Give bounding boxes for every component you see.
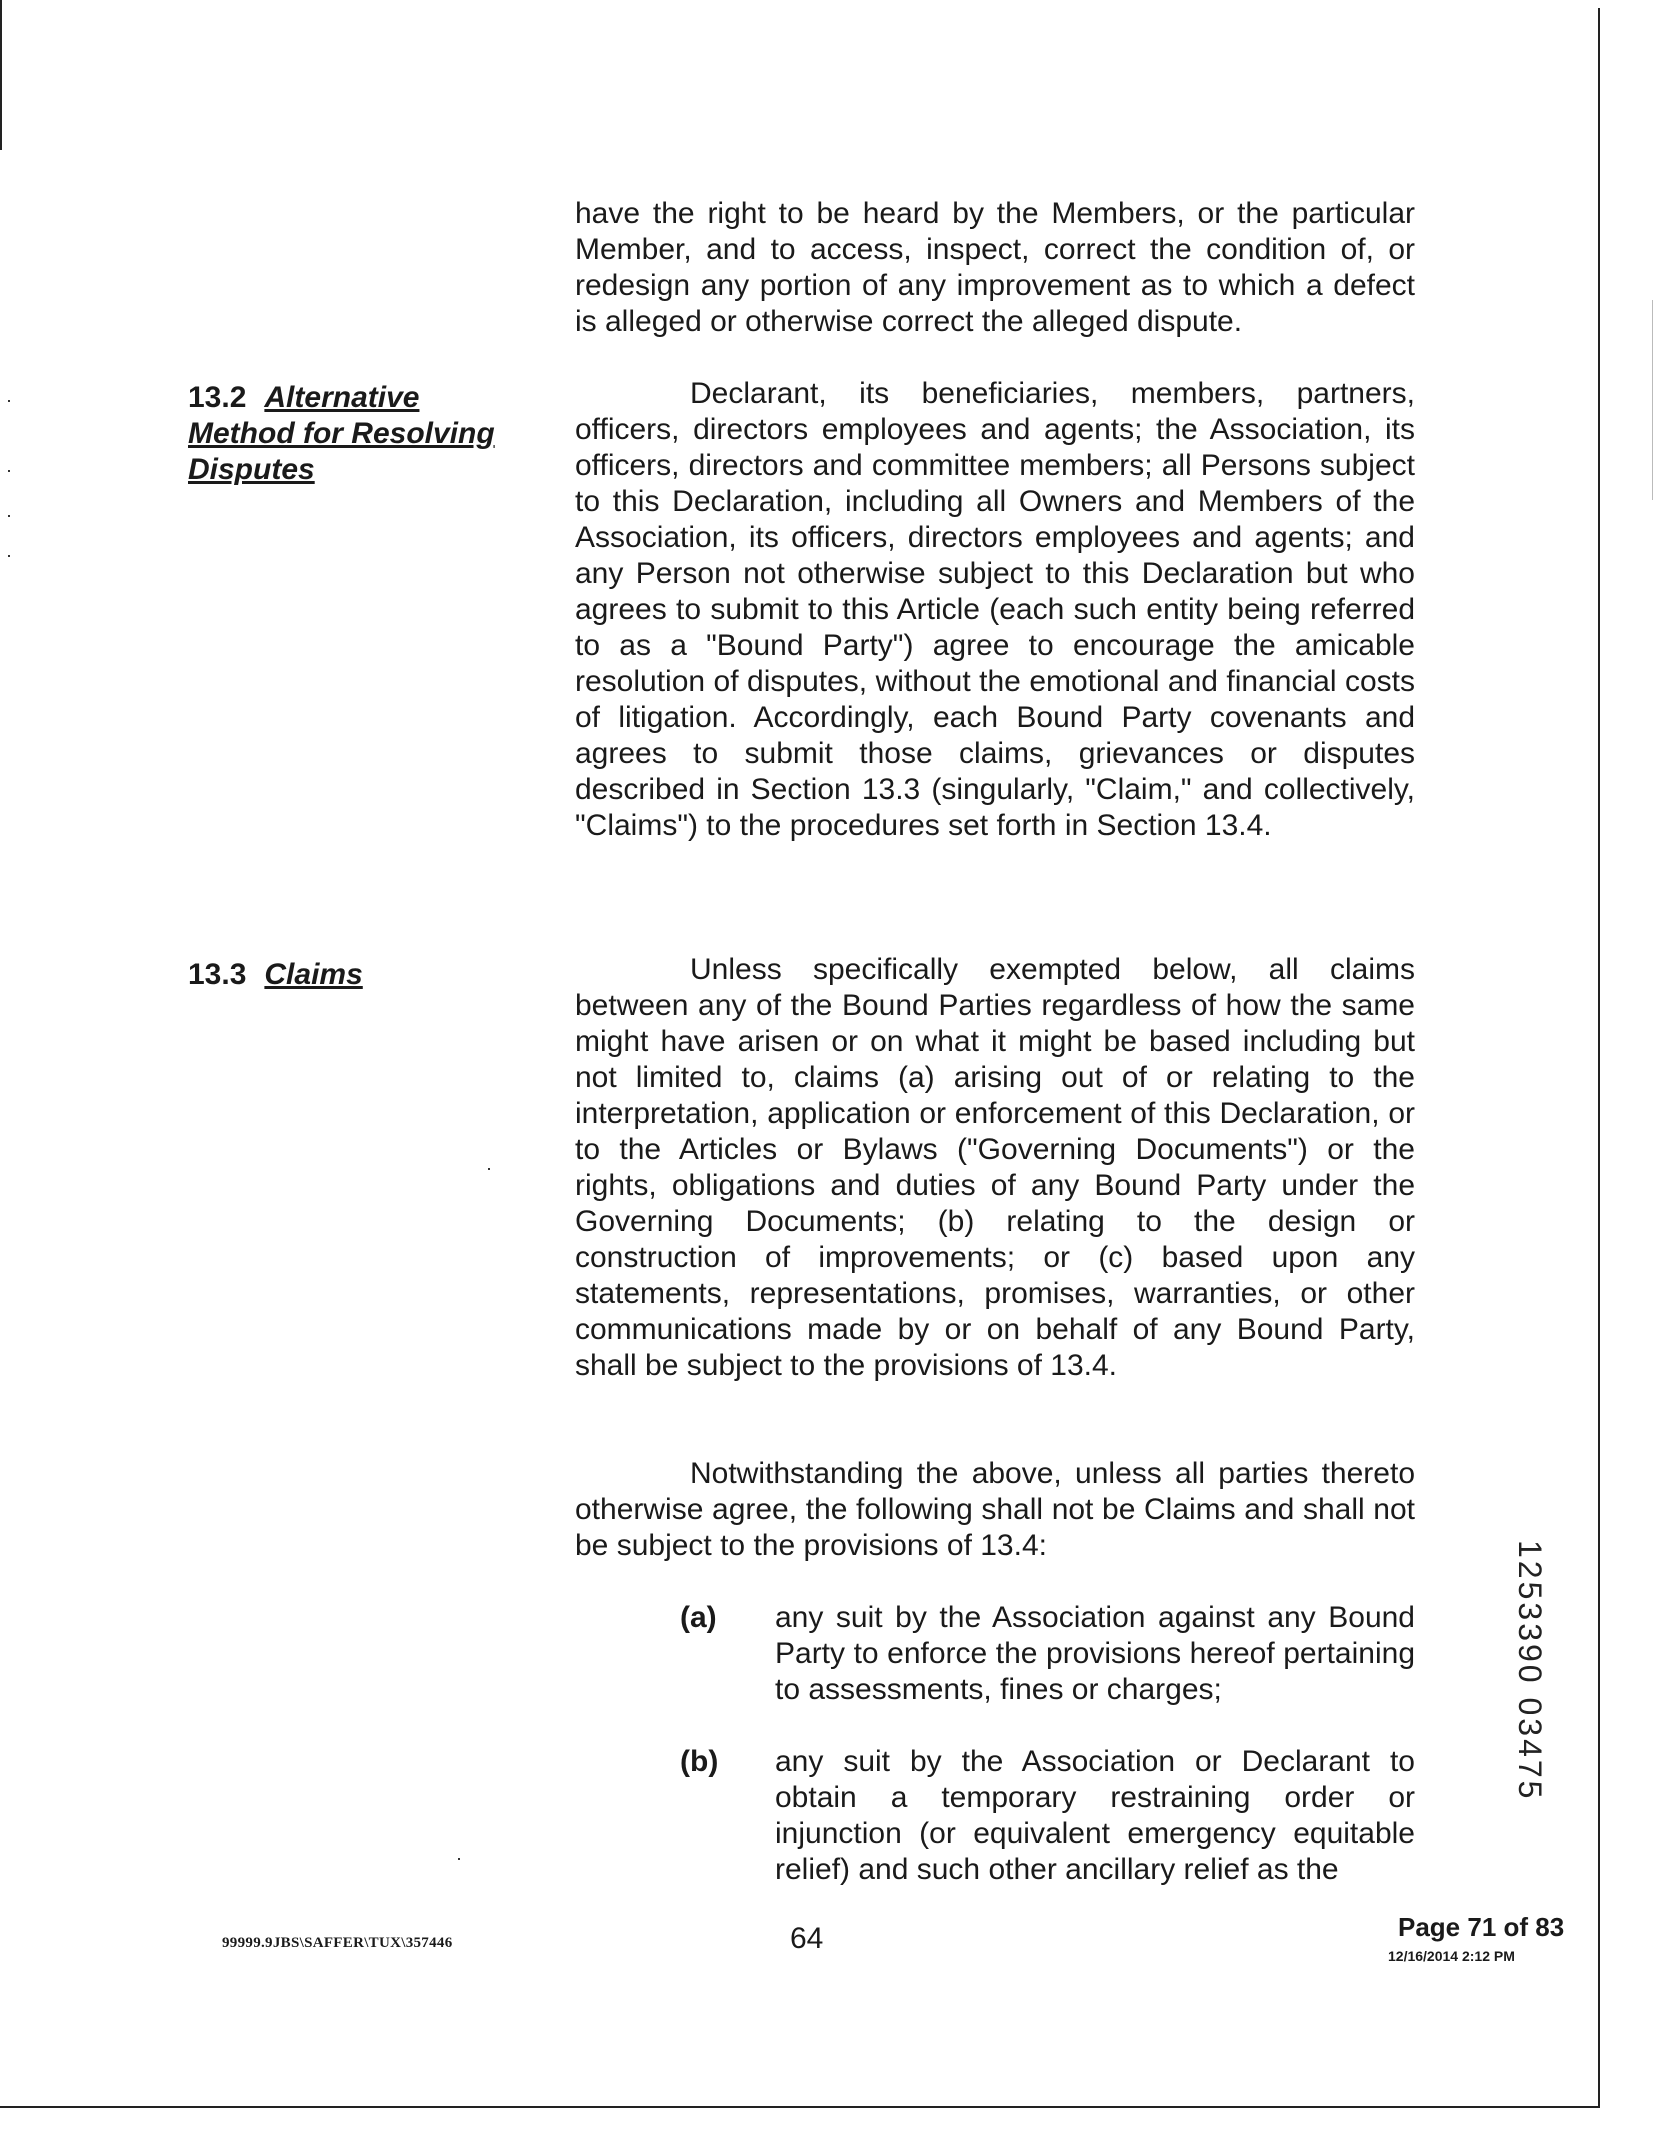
section-number: 13.2 (188, 381, 247, 414)
footer-datetime: 12/16/2014 2:12 PM (1388, 1948, 1515, 1964)
scan-speck (8, 470, 10, 472)
scan-speck (8, 555, 10, 557)
scan-speck (8, 400, 10, 402)
side-stamp-text: 1253390 03475 (1512, 1540, 1548, 1802)
list-item (680, 1744, 1415, 1888)
scan-speck (458, 1858, 460, 1860)
section-title: Claims (264, 958, 363, 991)
scan-border-right (1598, 8, 1600, 2108)
section-paragraph: Declarant, its beneficiaries, members, partners, officers, directors employees and agents; the Association, its officers, directors and committee members; all Persons subject to this Declaration, including all Owners and Members of the Association, its officers, directors employees and agents; and any Person not otherwise subject to this Declaration but who agrees to submit to this Article (each such entity being referred to as a "Bound Party") agree to encourage the amicable resolution of disputes, without the emotional and financial costs of litigation. Accordingly, each Bound Party covenants and agrees to submit those claims, grievances or disputes described in Section 13.3 (singularly, "Claim," and collectively, "Claims") to the procedures set forth in Section 13.4. (575, 377, 1415, 842)
list-item (680, 1600, 1415, 1708)
scan-speck (488, 1168, 490, 1170)
scan-border-left (0, 0, 2, 150)
section-heading (188, 957, 528, 993)
list-item-text: any suit by the Association against any Bound Party to enforce the provisions hereof pertaining to assessments, fines or charges; (775, 1601, 1415, 1706)
scan-border-right-faint (1652, 300, 1653, 500)
list-item-text: any suit by the Association or Declarant to obtain a temporary restraining order or injunction (or equivalent emergency equitable relief) and such other ancillary relief as the (775, 1745, 1415, 1886)
scan-speck (8, 515, 10, 517)
notwithstanding-paragraph: Notwithstanding the above, unless all parties thereto otherwise agree, the following shall not be Claims and shall not be subject to the provisions of 13.4: (575, 1457, 1415, 1562)
section-paragraph: Unless specifically exempted below, all claims between any of the Bound Parties regardless of how the same might have arisen or on what it might be based including but not limited to, claims (a) arising out of or relating to the interpretation, application or enforcement of this Declaration, or to the Articles or Bylaws ("Governing Documents") or the rights, obligations and duties of any Bound Party under the Governing Documents; (b) relating to the design or construction of improvements; or (c) based upon any statements, representations, promises, warranties, or other communications made by or on behalf of any Bound Party, shall be subject to the provisions of 13.4. (575, 953, 1415, 1382)
list-marker: (a) (680, 1601, 717, 1634)
section-heading (188, 380, 528, 488)
section-number: 13.3 (188, 958, 247, 991)
footer-document-code: 99999.9JBS\SAFFER\TUX\357446 (222, 1935, 453, 1951)
section-title: Alternative Method for Resolving Disputes (188, 381, 495, 486)
footer-page-number: 64 (790, 1922, 824, 1955)
scan-border-bottom (0, 2106, 1598, 2108)
list-marker: (b) (680, 1745, 719, 1778)
footer-page-of: Page 71 of 83 (1398, 1912, 1565, 1942)
continuation-paragraph: have the right to be heard by the Members, or the particular Member, and to access, inspect, correct the condition of, or redesign any portion of any improvement as to which a defect is alleged or otherwise correct the alleged dispute. (575, 197, 1415, 338)
side-stamp (1512, 1540, 1580, 1802)
